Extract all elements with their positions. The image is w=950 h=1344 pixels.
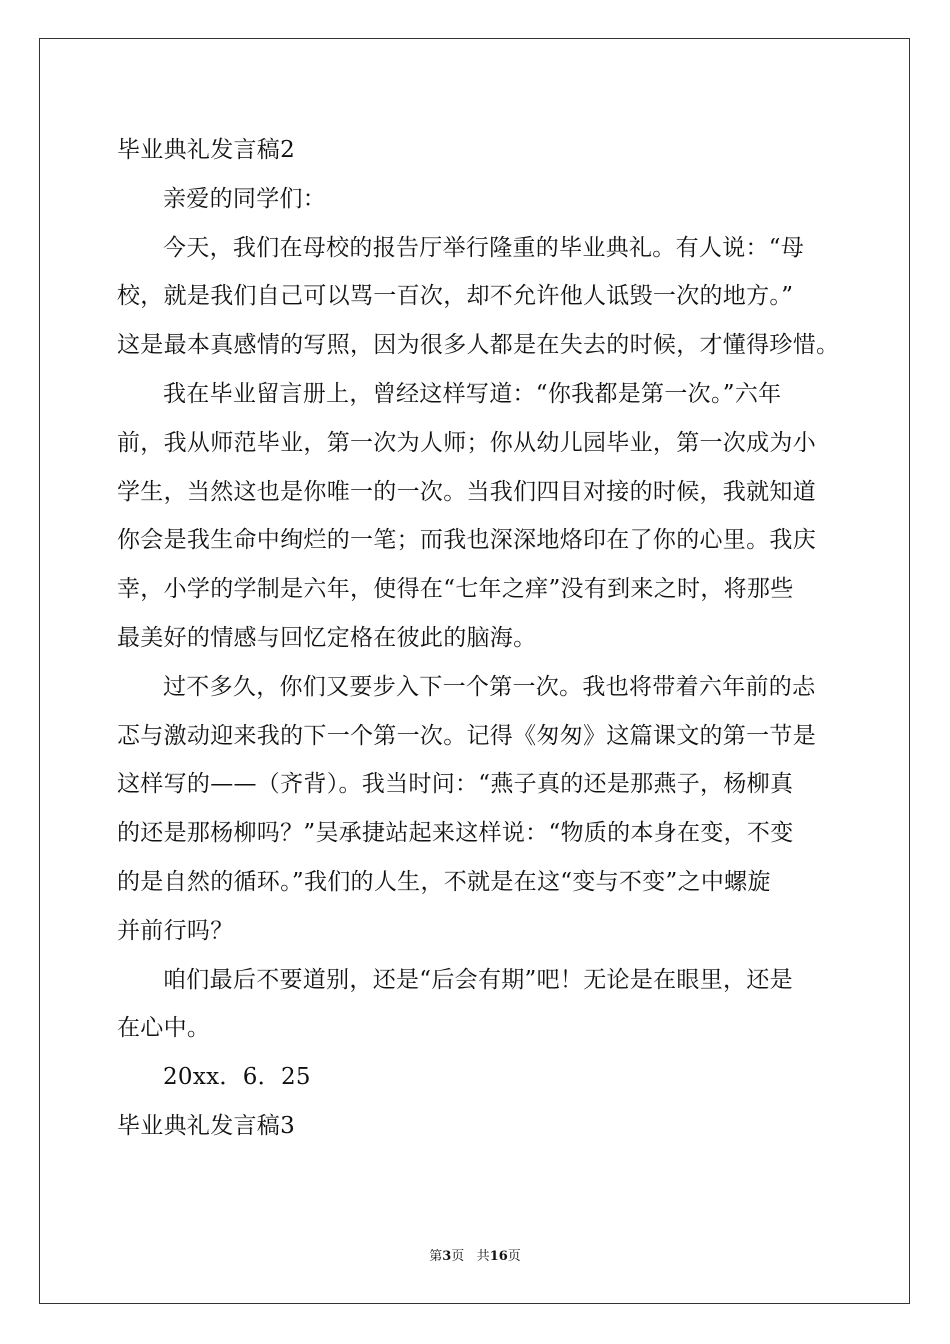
paragraph-line: 在心中。: [117, 1015, 211, 1042]
paragraph-line: 幸，小学的学制是六年，使得在“七年之痒”没有到来之时，将那些: [117, 576, 794, 603]
page-suffix: 页: [451, 1249, 465, 1264]
total-pages: 16: [489, 1249, 508, 1264]
paragraph-line: 咱们最后不要道别，还是“后会有期”吧！无论是在眼里，还是: [163, 966, 793, 993]
paragraph-line: 学生，当然这也是你唯一的一次。当我们四目对接的时候，我就知道: [117, 478, 816, 505]
paragraph-line: 的还是那杨柳吗？”吴承捷站起来这样说：“物质的本身在变，不变: [117, 820, 794, 847]
paragraph-line: 校，就是我们自己可以骂一百次，却不允许他人诋毁一次的地方。”: [117, 283, 794, 310]
paragraph-line: 这是最本真感情的写照，因为很多人都是在失去的时候，才懂得珍惜。: [117, 332, 840, 359]
page-number: 3: [442, 1249, 452, 1264]
page-footer: [0, 1248, 950, 1266]
paragraph-line: 前，我从师范毕业，第一次为人师；你从幼儿园毕业，第一次成为小: [117, 429, 816, 456]
salutation: 亲爱的同学们：: [163, 185, 327, 212]
paragraph-line: 过不多久，你们又要步入下一个第一次。我也将带着六年前的忐: [163, 673, 816, 700]
paragraph-line: 最美好的情感与回忆定格在彼此的脑海。: [117, 624, 537, 651]
section-heading: 毕业典礼发言稿2: [117, 137, 296, 163]
paragraph-line: 今天，我们在母校的报告厅举行隆重的毕业典礼。有人说：“母: [163, 234, 805, 261]
document-body: [117, 126, 840, 1151]
date-line: 20xx．6．25: [163, 1064, 311, 1091]
paragraph-line: 忑与激动迎来我的下一个第一次。记得《匆匆》这篇课文的第一节是: [117, 722, 816, 749]
paragraph-line: 你会是我生命中绚烂的一笔；而我也深深地烙印在了你的心里。我庆: [117, 527, 816, 554]
total-suffix: 页: [507, 1249, 521, 1264]
paragraph-line: 这样写的——（齐背）。我当时问：“燕子真的还是那燕子，杨柳真: [117, 771, 794, 798]
paragraph-line: 我在毕业留言册上，曾经这样写道：“你我都是第一次。”六年: [163, 380, 782, 407]
total-prefix: 共: [476, 1249, 490, 1264]
paragraph-line: 并前行吗？: [117, 917, 234, 944]
page-prefix: 第: [429, 1249, 443, 1264]
paragraph-line: 的是自然的循环。”我们的人生，不就是在这“变与不变”之中螺旋: [117, 868, 771, 895]
section-heading: 毕业典礼发言稿3: [117, 1112, 296, 1139]
